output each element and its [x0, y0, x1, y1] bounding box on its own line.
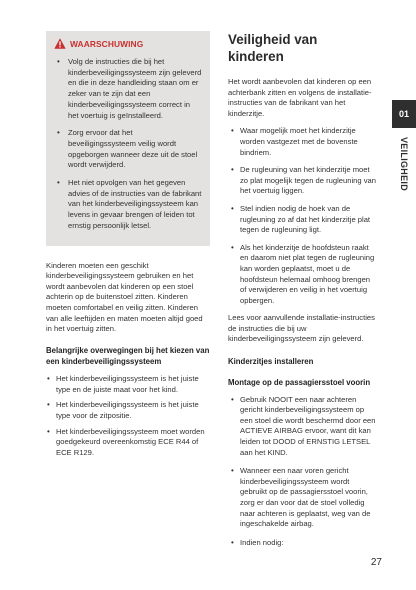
- bullet-icon: •: [231, 203, 234, 213]
- list-item-text: Het kinderbeveiligingssysteem is het juiste type voor de zitpositie.: [56, 400, 199, 421]
- bullet-icon: •: [47, 400, 50, 410]
- bullet-icon: •: [231, 537, 234, 547]
- bullet-icon: •: [231, 126, 234, 136]
- list-item-text: Als het kinderzitje de hoofdsteun raakt en daarom niet plat tegen de rugleuning kan worden geplaatst, moet u de hoofdsteun helemaal omhoog brengen of verwijderen en veilig in het voertuig opbergen.: [240, 242, 375, 305]
- bullet-icon: •: [57, 57, 60, 66]
- list-item: [228, 165, 376, 197]
- list-item-text: Wanneer een naar voren gericht kinderbeveiligingssysteem wordt gebruikt op de passagiersstoel voorin, zorg er dan voor dat de stoel volledig naar achteren is geplaatst, weg van de ingeschakelde airbag.: [240, 466, 371, 529]
- right-subheading-front-seat: Montage op de passagiersstoel voorin: [228, 377, 371, 387]
- list-item: [228, 204, 376, 236]
- right-subheading-install: Kinderzitjes installeren: [228, 357, 314, 367]
- bullet-icon: •: [231, 165, 234, 175]
- list-item: [44, 427, 210, 459]
- chapter-label-text: VEILIGHEID: [399, 136, 410, 192]
- list-item: [228, 466, 376, 530]
- left-column: [46, 31, 210, 463]
- right-intro-paragraph: Het wordt aanbevolen dat kinderen op een achterbank zitten en volgens de installatie-instructies van de fabrikant van het kinderzitje.: [228, 77, 372, 118]
- left-intro-paragraph: Kinderen moeten een geschikt kinderbeveiligingssysteem gebruiken en het wordt aanbevolen dat kinderen op een stoel achterin op de buitenstoel zitten. Kinderen moeten comfortabel en veilig zitten. Kinderen van alle leeftijden en maten moeten altijd goed in het voertuig zitten.: [46, 260, 203, 334]
- list-item-text: Gebruik NOOIT een naar achteren gericht kinderbeveiligingssysteem op een stoel die wordt beschermd door een ACTIEVE AIRBAG ervoor, want dit kan leiden tot DOOD of ERNSTIG LETSEL aan het KIND.: [240, 394, 376, 457]
- list-item-text: Het kinderbeveiligingssysteem is het juiste type en de juiste maat voor het kind.: [56, 374, 199, 394]
- list-item-text: Stel indien nodig de hoek van de rugleuning zo af dat het kinderzitje plat tegen de rugleuning ligt.: [240, 203, 371, 235]
- left-bullet-list: [44, 374, 210, 458]
- bullet-icon: •: [231, 242, 234, 252]
- right-bullet-list-2: [228, 395, 376, 549]
- chapter-tab: 01: [392, 100, 416, 128]
- list-item: [228, 126, 376, 158]
- chapter-label: [391, 133, 416, 195]
- warning-header: [54, 38, 202, 49]
- warning-item-text: Het niet opvolgen van het gegeven advies of de instructies van de fabrikant van het kinderbeveiligingssysteem kan levens in gevaar brengen of leiden tot ernstig persoonlijk letsel.: [68, 178, 202, 230]
- warning-list: [54, 57, 202, 232]
- list-item: [228, 243, 376, 307]
- left-subheading: Belangrijke overwegingen bij het kiezen van een kinderbeveiligingssysteem: [46, 345, 210, 366]
- bullet-icon: •: [57, 178, 60, 188]
- right-after-paragraph: Lees voor aanvullende installatie-instructies de instructies die bij uw kinderbeveiligingssysteem zijn geleverd.: [228, 313, 375, 344]
- list-item: [44, 374, 210, 395]
- page-number: 27: [370, 557, 382, 568]
- warning-triangle-icon: [54, 38, 66, 49]
- list-item: [228, 395, 376, 459]
- warning-item: [54, 57, 202, 121]
- right-bullet-list: [228, 126, 376, 306]
- bullet-icon: •: [231, 466, 234, 476]
- list-item-text: Waar mogelijk moet het kinderzitje worden vastgezet met de bovenste bindriem.: [240, 126, 358, 157]
- list-item-text: De rugleuning van het kinderzitje moet zo plat mogelijk tegen de rugleuning van het voertuig liggen.: [240, 165, 376, 196]
- list-item: [228, 538, 376, 549]
- bullet-icon: •: [47, 374, 50, 384]
- warning-item: [54, 128, 202, 171]
- right-column: [228, 31, 376, 556]
- list-item: [44, 400, 210, 421]
- list-item-text: Indien nodig:: [240, 537, 284, 547]
- list-item-text: Het kinderbeveiligingssysteem moet worden goedgekeurd overeenkomstig ECE R44 of ECE R129.: [56, 426, 205, 457]
- bullet-icon: •: [47, 426, 50, 436]
- section-title: Veiligheid van kinderen: [228, 32, 318, 64]
- bullet-icon: •: [57, 128, 60, 138]
- bullet-icon: •: [231, 394, 234, 404]
- warning-box: [46, 31, 210, 246]
- warning-item: [54, 178, 202, 232]
- warning-item-text: Zorg ervoor dat het beveiligingssysteem veilig wordt opgeborgen wanneer deze uit de stoel wordt verwijderd.: [68, 128, 198, 170]
- warning-item-text: Volg de instructies die bij het kinderbeveiligingssysteem zijn geleverd en die in deze handleiding staan om er zeker van te zijn dat een kinderbeveiligingssysteem correct in het voertuig is geïnstalleerd.: [68, 57, 202, 120]
- warning-title: WAARSCHUWING: [70, 38, 144, 49]
